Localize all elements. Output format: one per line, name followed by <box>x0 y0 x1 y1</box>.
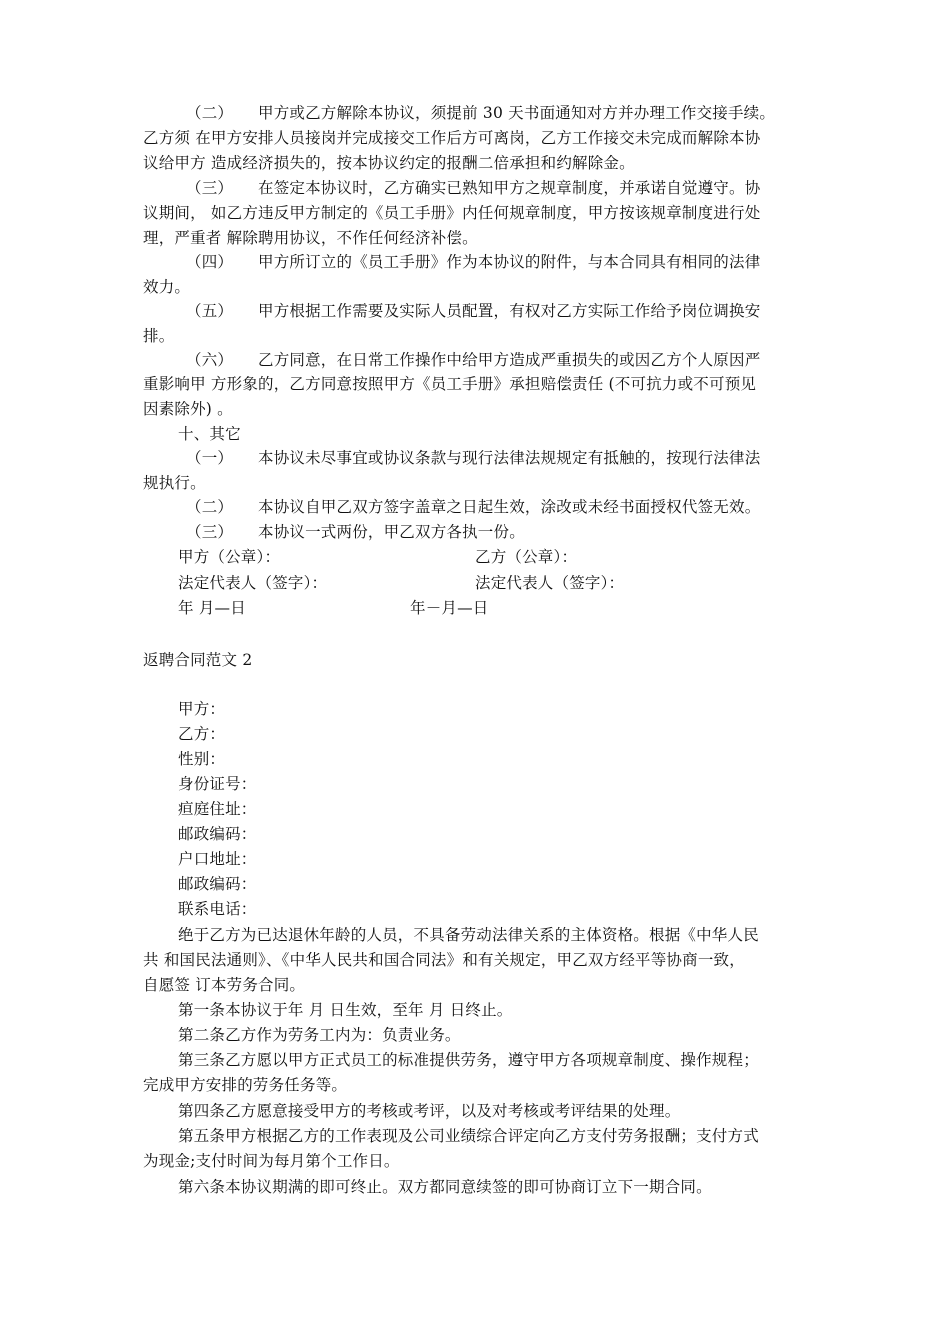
clause-number: （六） <box>186 351 234 369</box>
article-6: 第六条本协议期满的即可终止。双方都同意续签的即可协商订立下一期合同。 <box>178 1178 712 1196</box>
clause-number: （二） <box>186 498 234 516</box>
field-postal-code-2: 邮政编码： <box>178 875 257 893</box>
party-b-representative: 法定代表人（签字）： <box>475 574 625 592</box>
field-id-number: 身份证号： <box>178 775 257 793</box>
party-b-seal: 乙方（公章）： <box>475 548 578 566</box>
party-b-date: 年－月—日 <box>410 599 489 617</box>
clause-number: （三） <box>186 523 234 541</box>
clause-text: 乙方同意，在日常工作操作中给甲方造成严重损失的或因乙方个人原因严 <box>258 351 761 369</box>
clause-number: （五） <box>186 302 234 320</box>
text-line: 议期间， 如乙方违反甲方制定的《员工手册》内任何规章制度，甲方按该规章制度进行处 <box>143 204 761 222</box>
document-title: 返聘合同范文 2 <box>143 651 253 669</box>
clause-number: （一） <box>186 449 234 467</box>
clause-number: （二） <box>186 104 234 122</box>
article-4: 第四条乙方愿意接受甲方的考核或考评，以及对考核或考评结果的处理。 <box>178 1102 681 1120</box>
text-line: 理，严重者 解除聘用协议，不作任何经济补偿。 <box>143 229 478 247</box>
field-household-address: 户口地址： <box>178 850 257 868</box>
article-2: 第二条乙方作为劳务工内为：负责业务。 <box>178 1026 461 1044</box>
article-5: 第五条甲方根据乙方的工作表现及公司业绩综合评定向乙方支付劳务报酬；支付方式 <box>178 1127 759 1145</box>
clause-text: 在签定本协议时，乙方确实已熟知甲方之规章制度，并承诺自觉遵守。协 <box>258 179 761 197</box>
field-postal-code: 邮政编码： <box>178 825 257 843</box>
text-line: 议给甲方 造成经济损失的，按本协议约定的报酬二倍承担和约解除金。 <box>143 154 635 172</box>
field-home-address: 疸庭住址： <box>178 800 257 818</box>
text-line: 完成甲方安排的劳务任务等。 <box>143 1076 348 1094</box>
intro-line: 绝于乙方为已达退休年龄的人员，不具备劳动法律关系的主体资格。根据《中华人民 <box>178 926 759 944</box>
field-party-b: 乙方： <box>178 725 226 743</box>
field-party-a: 甲方： <box>178 700 226 718</box>
clause-number: （三） <box>186 179 234 197</box>
clause-text: 本协议一式两份，甲乙双方各执一份。 <box>258 523 525 541</box>
field-gender: 性别： <box>178 750 226 768</box>
clause-text: 甲方或乙方解除本协议，须提前 30 天书面通知对方并办理工作交接手续。 <box>258 104 776 122</box>
clause-text: 本协议未尽事宜或协议条款与现行法律法规规定有抵触的，按现行法律法 <box>258 449 761 467</box>
text-line: 排。 <box>143 327 175 345</box>
clause-text: 甲方所订立的《员工手册》作为本协议的附件，与本合同具有相同的法律 <box>258 253 761 271</box>
party-a-representative: 法定代表人（签字）： <box>178 574 328 592</box>
intro-line: 自愿签 订本劳务合同。 <box>143 976 306 994</box>
text-line: 重影响甲 方形象的，乙方同意按照甲方《员工手册》承担赔偿责任 (不可抗力或不可预见 <box>143 375 757 393</box>
text-line: 为现金;支付时间为每月第个工作日。 <box>143 1152 400 1170</box>
field-phone: 联系电话： <box>178 900 257 918</box>
text-line: 效力。 <box>143 278 191 296</box>
text-line: 规执行。 <box>143 474 206 492</box>
section-heading: 十、其它 <box>178 425 241 443</box>
text-line: 乙方须 在甲方安排人员接岗并完成接交工作后方可离岗，乙方工作接交未完成而解除本协 <box>143 129 761 147</box>
party-a-date: 年 月—日 <box>178 599 246 617</box>
article-1: 第一条本协议于年 月 日生效，至年 月 日终止。 <box>178 1001 513 1019</box>
clause-text: 本协议自甲乙双方签字盖章之日起生效，涂改或未经书面授权代签无效。 <box>258 498 761 516</box>
clause-number: （四） <box>186 253 234 271</box>
article-3: 第三条乙方愿以甲方正式员工的标准提供劳务，遵守甲方各项规章制度、操作规程； <box>178 1051 759 1069</box>
party-a-seal: 甲方（公章）： <box>178 548 281 566</box>
clause-text: 甲方根据工作需要及实际人员配置，有权对乙方实际工作给予岗位调换安 <box>258 302 761 320</box>
text-line: 因素除外) 。 <box>143 400 233 418</box>
intro-line: 共 和国民法通则》、《中华人民共和国合同法》和有关规定，甲乙双方经平等协商一致， <box>143 951 745 969</box>
